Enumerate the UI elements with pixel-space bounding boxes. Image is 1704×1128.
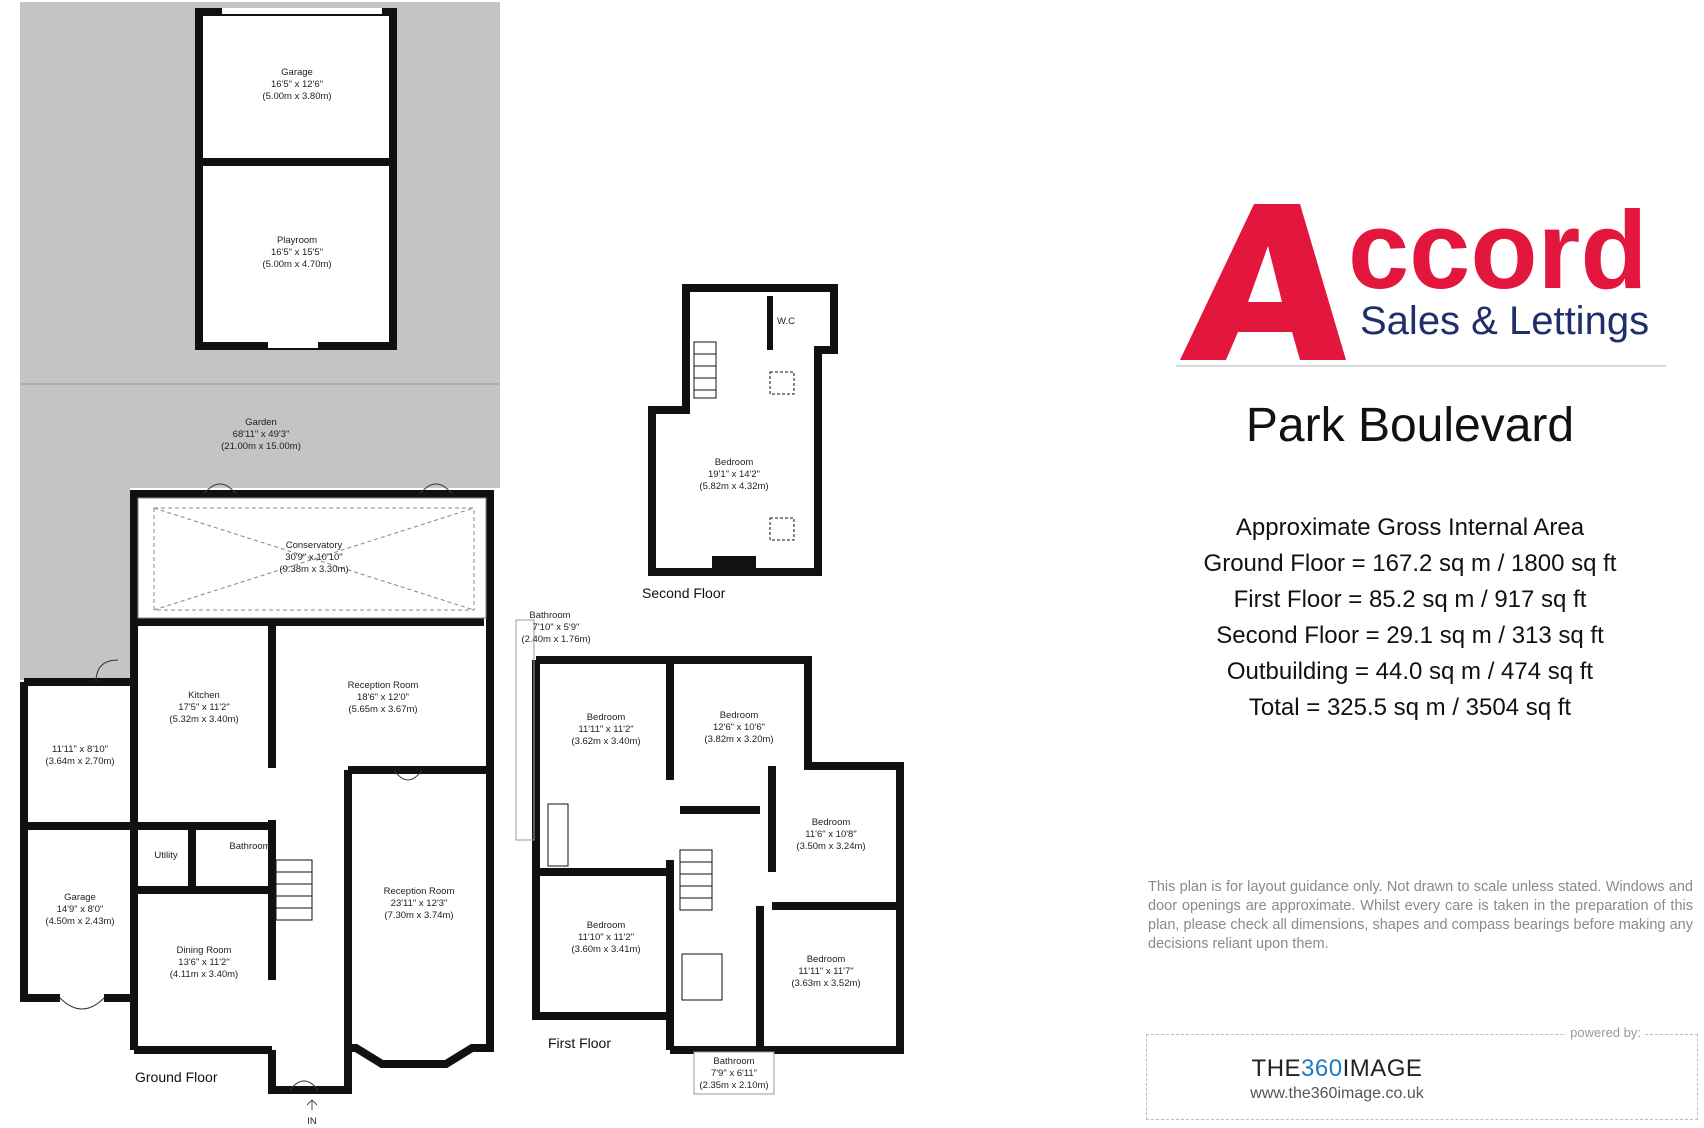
reception-1-name: Reception Room bbox=[347, 680, 419, 691]
area-heading: Approximate Gross Internal Area bbox=[1235, 514, 1585, 541]
brand-tagline: Sales & Lettings bbox=[1360, 299, 1650, 343]
accord-logo bbox=[1176, 198, 1676, 368]
svg-text:(3.62m x 3.40m): (3.62m x 3.40m) bbox=[571, 736, 641, 747]
svg-text:11'6" x 10'8": 11'6" x 10'8" bbox=[805, 829, 857, 840]
svg-text:17'5" x 11'2": 17'5" x 11'2" bbox=[178, 702, 230, 713]
reception-2-name: Reception Room bbox=[383, 886, 455, 897]
svg-text:(5.00m x 3.80m): (5.00m x 3.80m) bbox=[262, 91, 332, 102]
bedroom-4-name: Bedroom bbox=[586, 920, 626, 931]
svg-text:(21.00m x 15.00m): (21.00m x 15.00m) bbox=[221, 441, 301, 452]
svg-text:(9.38m x 3.30m): (9.38m x 3.30m) bbox=[279, 564, 349, 575]
bedroom-5-name: Bedroom bbox=[806, 954, 846, 965]
bedroom-3-name: Bedroom bbox=[811, 817, 851, 828]
svg-text:(2.40m x 1.76m): (2.40m x 1.76m) bbox=[521, 634, 591, 645]
area-ground: Ground Floor = 167.2 sq m / 1800 sq ft bbox=[1203, 550, 1617, 577]
svg-text:11'11" x 11'2": 11'11" x 11'2" bbox=[578, 724, 634, 735]
utility-name: Utility bbox=[154, 850, 178, 861]
area-summary bbox=[1150, 510, 1670, 726]
svg-text:14'9" x 8'0": 14'9" x 8'0" bbox=[56, 904, 104, 915]
outbuilding bbox=[199, 12, 393, 346]
property-title: Park Boulevard bbox=[1245, 399, 1575, 452]
disclaimer: This plan is for layout guidance only. Not drawn to scale unless stated. Windows and door openings are approximate. Whilst every care is taken in the preparation of this plan, please check all dimensions, shapes and compass bearings before making any decisions reliant upon them. bbox=[1148, 879, 1693, 952]
bedroom-second-name: Bedroom bbox=[714, 457, 754, 468]
svg-text:(3.60m x 3.41m): (3.60m x 3.41m) bbox=[571, 944, 641, 955]
kitchen-name: Kitchen bbox=[188, 690, 220, 701]
svg-text:23'11" x 12'3": 23'11" x 12'3" bbox=[390, 898, 448, 909]
brand-name: ccord bbox=[1348, 198, 1648, 312]
svg-text:(5.82m x 4.32m): (5.82m x 4.32m) bbox=[699, 481, 769, 492]
second-floor-label: Second Floor bbox=[642, 585, 726, 601]
powered-by-label: powered by: bbox=[1566, 1025, 1645, 1040]
svg-text:30'9" x 10'10": 30'9" x 10'10" bbox=[285, 552, 343, 563]
garage-side-name: Garage bbox=[64, 892, 96, 903]
dining-name: Dining Room bbox=[176, 945, 232, 956]
playroom-name: Playroom bbox=[276, 235, 318, 246]
svg-text:12'6" x 10'6": 12'6" x 10'6" bbox=[712, 722, 766, 733]
svg-text:(7.30m x 3.74m): (7.30m x 3.74m) bbox=[384, 910, 454, 921]
svg-text:68'11" x 49'3": 68'11" x 49'3" bbox=[232, 429, 290, 440]
svg-text:7'9" x 6'11": 7'9" x 6'11" bbox=[710, 1068, 758, 1079]
entrance-label: IN bbox=[307, 1116, 317, 1127]
garage-top-name: Garage bbox=[281, 67, 313, 78]
conservatory-name: Conservatory bbox=[285, 540, 343, 551]
wc-name: W.C bbox=[777, 316, 795, 327]
svg-text:(5.00m x 4.70m): (5.00m x 4.70m) bbox=[262, 259, 332, 270]
area-outbuilding: Outbuilding = 44.0 sq m / 474 sq ft bbox=[1226, 658, 1594, 685]
svg-text:19'1" x 14'2": 19'1" x 14'2" bbox=[707, 469, 761, 480]
svg-text:(5.32m x 3.40m): (5.32m x 3.40m) bbox=[169, 714, 239, 725]
bedroom-2-name: Bedroom bbox=[719, 710, 759, 721]
svg-text:(5.65m x 3.67m): (5.65m x 3.67m) bbox=[348, 704, 418, 715]
bathroom-first-top-name: Bathroom bbox=[529, 610, 571, 621]
svg-text:(4.11m x 3.40m): (4.11m x 3.40m) bbox=[169, 969, 239, 980]
svg-text:18'6" x 12'0": 18'6" x 12'0" bbox=[356, 692, 410, 703]
svg-text:13'6" x 11'2": 13'6" x 11'2" bbox=[178, 957, 230, 968]
svg-text:11'10" x 11'2": 11'10" x 11'2" bbox=[578, 932, 634, 943]
svg-text:(3.64m x 2.70m): (3.64m x 2.70m) bbox=[45, 756, 115, 767]
first-floor-label: First Floor bbox=[548, 1035, 611, 1051]
powered-by-box bbox=[1146, 1025, 1698, 1120]
svg-text:(3.63m x 3.52m): (3.63m x 3.52m) bbox=[791, 978, 861, 989]
the360image-logo: THE360IMAGE bbox=[1251, 1055, 1423, 1082]
entrance-arrow-icon bbox=[307, 1100, 317, 1110]
svg-text:(2.35m x 2.10m): (2.35m x 2.10m) bbox=[699, 1080, 769, 1091]
ground-floor-label: Ground Floor bbox=[135, 1069, 218, 1085]
unnamed-room-dims: 11'11" x 8'10" bbox=[52, 744, 108, 755]
svg-text:(4.50m x 2.43m): (4.50m x 2.43m) bbox=[45, 916, 115, 927]
garden-name: Garden bbox=[245, 417, 277, 428]
area-total: Total = 325.5 sq m / 3504 sq ft bbox=[1248, 694, 1572, 721]
svg-text:16'5" x 12'6": 16'5" x 12'6" bbox=[270, 79, 324, 90]
svg-text:(3.82m x 3.20m): (3.82m x 3.20m) bbox=[704, 734, 774, 745]
bathroom-ground-name: Bathroom bbox=[229, 841, 271, 852]
powered-by-url[interactable]: www.the360image.co.uk bbox=[1250, 1085, 1424, 1102]
svg-text:(3.50m x 3.24m): (3.50m x 3.24m) bbox=[796, 841, 866, 852]
svg-text:11'11" x 11'7": 11'11" x 11'7" bbox=[798, 966, 854, 977]
area-second: Second Floor = 29.1 sq m / 313 sq ft bbox=[1216, 622, 1604, 649]
area-first: First Floor = 85.2 sq m / 917 sq ft bbox=[1233, 586, 1587, 613]
svg-text:16'5" x 15'5": 16'5" x 15'5" bbox=[270, 247, 324, 258]
second-floor bbox=[652, 288, 834, 572]
svg-text:7'10" x 5'9": 7'10" x 5'9" bbox=[532, 622, 580, 633]
bathroom-first-bottom-name: Bathroom bbox=[713, 1056, 755, 1067]
bedroom-1-name: Bedroom bbox=[586, 712, 626, 723]
